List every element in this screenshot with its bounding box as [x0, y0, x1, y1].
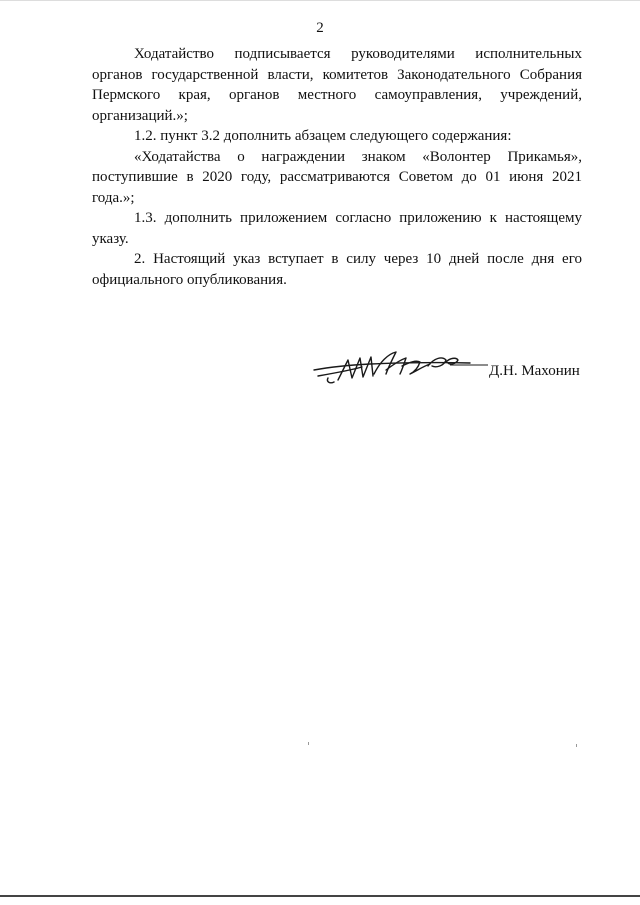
page-number: 2	[316, 20, 324, 36]
paragraph-petition-signing: Ходатайство подписывается руководителями исполнительных органов государственной власти, комитетов Законодательного Собрания Пермского края, органов местного самоуправления, учреждений, организаций.»;	[92, 46, 582, 124]
paragraph-item-2-effective: 2. Настоящий указ вступает в силу через 10 дней после дня его официального опубликования.	[92, 251, 582, 288]
scan-speck	[308, 742, 309, 745]
paragraph-quoted-petitions: «Ходатайства о награждении знаком «Волонтер Прикамья», поступившие в 2020 году, рассматриваются Советом до 01 июня 2021 года.»;	[92, 148, 582, 206]
handwritten-signature	[300, 340, 490, 400]
document-body	[92, 44, 582, 290]
scan-speck	[576, 744, 577, 747]
signature-block	[300, 340, 590, 400]
signer-name: Д.Н. Махонин	[489, 363, 580, 379]
paragraph-item-1-2: 1.2. пункт 3.2 дополнить абзацем следующего содержания:	[134, 128, 512, 144]
bottom-edge	[0, 895, 640, 897]
top-edge	[0, 0, 640, 1]
paragraph-item-1-3: 1.3. дополнить приложением согласно приложению к настоящему указу.	[92, 210, 582, 247]
